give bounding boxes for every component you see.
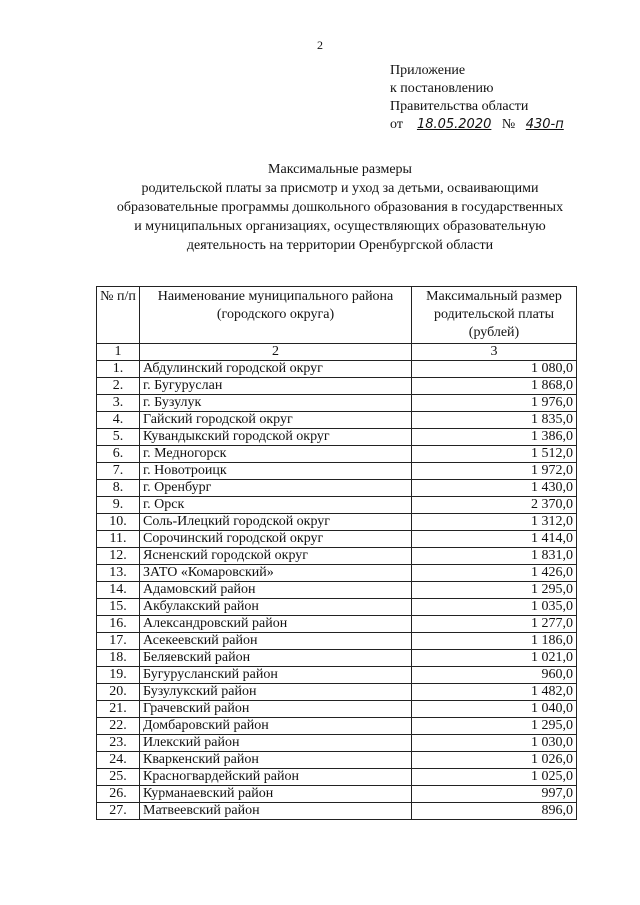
row-value: 1 430,0 (412, 480, 577, 497)
row-value: 1 080,0 (412, 361, 577, 378)
row-number: 19. (97, 667, 140, 684)
row-name: Ясненский городской округ (140, 548, 412, 565)
table-row (97, 497, 577, 514)
appendix-line: Правительства области (390, 99, 529, 114)
table-row (97, 650, 577, 667)
row-value: 997,0 (412, 786, 577, 803)
row-name: г. Орск (140, 497, 412, 514)
appendix-line: к постановлению (390, 81, 494, 96)
row-name: Красногвардейский район (140, 769, 412, 786)
table-row (97, 616, 577, 633)
table-row (97, 752, 577, 769)
row-name: Бугурусланский район (140, 667, 412, 684)
row-number: 17. (97, 633, 140, 650)
row-name: Матвеевский район (140, 803, 412, 820)
row-number: 18. (97, 650, 140, 667)
title-line: образовательные программы дошкольного образования в государственных (116, 200, 564, 215)
table-row (97, 684, 577, 701)
row-number: 20. (97, 684, 140, 701)
title-line: родительской платы за присмотр и уход за детьми, осваивающими (141, 181, 539, 196)
table-row (97, 718, 577, 735)
index-cell: 3 (412, 344, 577, 361)
table-row (97, 514, 577, 531)
row-number: 24. (97, 752, 140, 769)
row-name: Соль-Илецкий городской округ (140, 514, 412, 531)
row-number: 5. (97, 429, 140, 446)
row-number: 11. (97, 531, 140, 548)
row-value: 1 868,0 (412, 378, 577, 395)
row-value: 1 030,0 (412, 735, 577, 752)
table-row (97, 735, 577, 752)
row-value: 1 186,0 (412, 633, 577, 650)
row-value: 1 426,0 (412, 565, 577, 582)
row-value: 1 386,0 (412, 429, 577, 446)
table-row (97, 701, 577, 718)
table-row (97, 412, 577, 429)
row-number: 4. (97, 412, 140, 429)
table-row (97, 446, 577, 463)
row-value: 1 512,0 (412, 446, 577, 463)
row-number: 15. (97, 599, 140, 616)
row-name: Асекеевский район (140, 633, 412, 650)
table-row (97, 463, 577, 480)
row-name: г. Бугуруслан (140, 378, 412, 395)
row-value: 1 312,0 (412, 514, 577, 531)
number-value: 430-п (525, 117, 564, 132)
row-value: 960,0 (412, 667, 577, 684)
row-value: 1 277,0 (412, 616, 577, 633)
table-row (97, 786, 577, 803)
row-value: 1 026,0 (412, 752, 577, 769)
row-name: Беляевский район (140, 650, 412, 667)
row-name: Домбаровский район (140, 718, 412, 735)
row-value: 1 972,0 (412, 463, 577, 480)
row-value: 1 040,0 (412, 701, 577, 718)
row-value: 1 976,0 (412, 395, 577, 412)
table-index-row (97, 344, 577, 361)
row-name: г. Оренбург (140, 480, 412, 497)
row-name: ЗАТО «Комаровский» (140, 565, 412, 582)
row-number: 22. (97, 718, 140, 735)
row-name: Александровский район (140, 616, 412, 633)
page-number: 2 (317, 38, 323, 52)
row-value: 896,0 (412, 803, 577, 820)
row-name: Кваркенский район (140, 752, 412, 769)
row-value: 1 035,0 (412, 599, 577, 616)
row-value: 1 414,0 (412, 531, 577, 548)
row-name: Абдулинский городской округ (140, 361, 412, 378)
row-name: Гайский городской округ (140, 412, 412, 429)
row-name: Кувандыкский городской округ (140, 429, 412, 446)
row-number: 13. (97, 565, 140, 582)
title-line: деятельность на территории Оренбургской области (186, 238, 494, 253)
table-row (97, 769, 577, 786)
row-value: 1 025,0 (412, 769, 577, 786)
row-name: Курманаевский район (140, 786, 412, 803)
row-name: Акбулакский район (140, 599, 412, 616)
row-value: 1 831,0 (412, 548, 577, 565)
table-row (97, 803, 577, 820)
table-row (97, 378, 577, 395)
row-value: 1 482,0 (412, 684, 577, 701)
row-number: 2. (97, 378, 140, 395)
row-name: г. Медногорск (140, 446, 412, 463)
table-row (97, 565, 577, 582)
appendix-block (390, 62, 564, 134)
table-row (97, 531, 577, 548)
row-value: 2 370,0 (412, 497, 577, 514)
appendix-date-line (390, 116, 564, 134)
header-num: № п/п (97, 287, 140, 344)
row-name: Илекский район (140, 735, 412, 752)
document-title (90, 160, 590, 255)
table-row (97, 599, 577, 616)
row-name: г. Бузулук (140, 395, 412, 412)
row-value: 1 295,0 (412, 582, 577, 599)
row-number: 26. (97, 786, 140, 803)
title-line: Максимальные размеры (268, 162, 412, 177)
row-number: 25. (97, 769, 140, 786)
row-value: 1 295,0 (412, 718, 577, 735)
row-name: Адамовский район (140, 582, 412, 599)
row-value: 1 835,0 (412, 412, 577, 429)
row-number: 1. (97, 361, 140, 378)
row-number: 9. (97, 497, 140, 514)
row-number: 10. (97, 514, 140, 531)
table-row (97, 361, 577, 378)
row-number: 21. (97, 701, 140, 718)
row-name: г. Новотроицк (140, 463, 412, 480)
header-name: Наименование муниципального района (городского округа) (140, 287, 412, 344)
row-number: 27. (97, 803, 140, 820)
index-cell: 1 (97, 344, 140, 361)
table-header-row (97, 287, 577, 344)
row-number: 23. (97, 735, 140, 752)
number-prefix: № (501, 117, 516, 132)
table-row (97, 480, 577, 497)
table-row (97, 667, 577, 684)
row-number: 6. (97, 446, 140, 463)
header-value: Максимальный размер родительской платы (рублей) (412, 287, 577, 344)
appendix-line: Приложение (390, 63, 466, 78)
fee-table (96, 286, 577, 820)
row-value: 1 021,0 (412, 650, 577, 667)
table-row (97, 548, 577, 565)
row-number: 14. (97, 582, 140, 599)
table-row (97, 633, 577, 650)
row-name: Грачевский район (140, 701, 412, 718)
table-row (97, 395, 577, 412)
title-line: и муниципальных организациях, осуществляющих образовательную (134, 219, 546, 234)
row-number: 7. (97, 463, 140, 480)
row-number: 12. (97, 548, 140, 565)
row-number: 16. (97, 616, 140, 633)
table-row (97, 582, 577, 599)
date-prefix: от (390, 117, 403, 132)
table-row (97, 429, 577, 446)
row-name: Сорочинский городской округ (140, 531, 412, 548)
date-value: 18.05.2020 (416, 117, 492, 132)
row-number: 8. (97, 480, 140, 497)
row-name: Бузулукский район (140, 684, 412, 701)
row-number: 3. (97, 395, 140, 412)
index-cell: 2 (140, 344, 412, 361)
